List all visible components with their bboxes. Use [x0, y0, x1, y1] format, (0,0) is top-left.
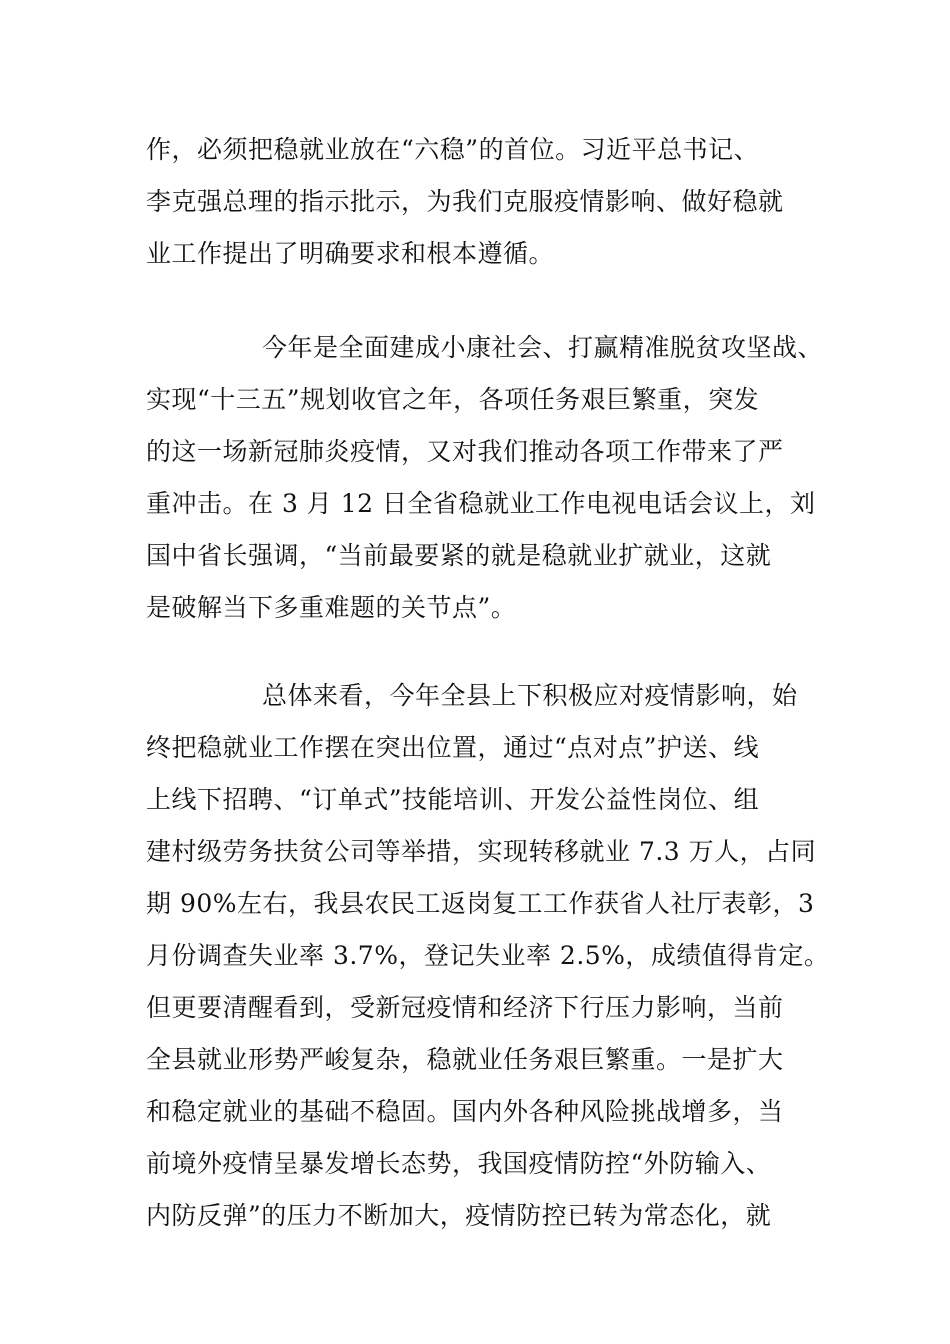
text-line: 前境外疫情呈暴发增长态势，我国疫情防控“外防输入、	[146, 1149, 772, 1178]
text-line: 实现“十三五”规划收官之年，各项任务艰巨繁重，突发	[146, 385, 760, 414]
text-line: 重冲击。在 3 月 12 日全省稳就业工作电视电话会议上，刘	[146, 489, 816, 518]
text-line: 总体来看，今年全县上下积极应对疫情影响，始	[262, 681, 798, 710]
text-line: 终把稳就业工作摆在突出位置，通过“点对点”护送、线	[146, 733, 760, 762]
text-line: 的这一场新冠肺炎疫情，又对我们推动各项工作带来了严	[146, 437, 784, 466]
text-line: 国中省长强调，“当前最要紧的就是稳就业扩就业，这就	[146, 541, 772, 570]
text-line: 内防反弹”的压力不断加大，疫情防控已转为常态化，就	[146, 1201, 772, 1230]
paragraph-3	[146, 670, 830, 1242]
text-line: 今年是全面建成小康社会、打赢精准脱贫攻坚战、	[262, 333, 824, 362]
text-line: 和稳定就业的基础不稳固。国内外各种风险挑战增多，当	[146, 1097, 784, 1126]
text-line: 作，必须把稳就业放在“六稳”的首位。习近平总书记、	[146, 135, 760, 164]
text-line: 月份调查失业率 3.7%，登记失业率 2.5%，成绩值得肯定。	[146, 941, 830, 970]
text-line: 但更要清醒看到，受新冠疫情和经济下行压力影响，当前	[146, 993, 784, 1022]
text-line: 建村级劳务扶贫公司等举措，实现转移就业 7.3 万人，占同	[146, 837, 817, 866]
text-line: 上线下招聘、“订单式”技能培训、开发公益性岗位、组	[146, 785, 760, 814]
text-line: 李克强总理的指示批示，为我们克服疫情影响、做好稳就	[146, 187, 784, 216]
paragraph-1	[146, 124, 816, 280]
text-line: 业工作提出了明确要求和根本遵循。	[146, 239, 555, 268]
paragraph-2	[146, 322, 824, 634]
text-line: 是破解当下多重难题的关节点”。	[146, 593, 517, 622]
text-line: 期 90%左右，我县农民工返岗复工工作获省人社厅表彰，3	[146, 889, 815, 918]
text-line: 全县就业形势严峻复杂，稳就业任务艰巨繁重。一是扩大	[146, 1045, 784, 1074]
